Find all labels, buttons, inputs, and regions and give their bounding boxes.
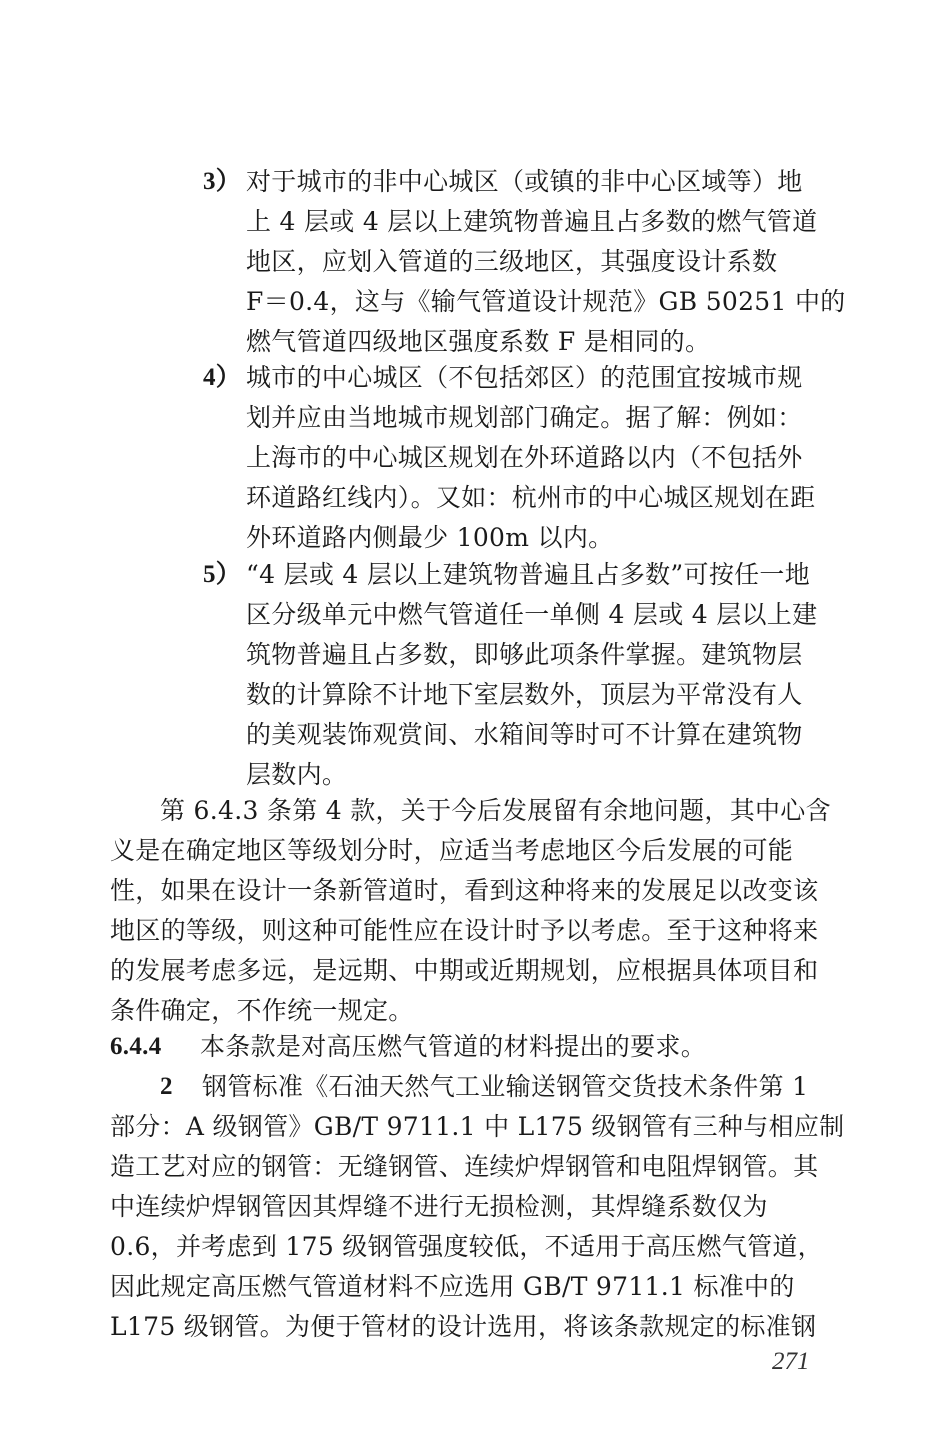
item-text-line: 区分级单元中燃气管道任一单侧 4 层或 4 层以上建 xyxy=(246,600,818,629)
item-text-line: 划并应由当地城市规划部门确定。据了解：例如： xyxy=(246,403,803,432)
paragraph-line: 性，如果在设计一条新管道时，看到这种将来的发展足以改变该 xyxy=(110,876,819,905)
paragraph-line: 第 6.4.3 条第 4 款，关于今后发展留有余地问题，其中心含 xyxy=(160,796,831,825)
item-text-line: “4 层或 4 层以上建筑物普遍且占多数”可按任一地 xyxy=(246,560,811,589)
item-text-line: 上 4 层或 4 层以上建筑物普遍且占多数的燃气管道 xyxy=(246,207,818,236)
item-text-line: 数的计算除不计地下室层数外，顶层为平常没有人 xyxy=(246,680,803,709)
item-label: 5） xyxy=(203,561,242,588)
clause-line: 部分：A 级钢管》GB/T 9711.1 中 L175 级钢管有三种与相应制 xyxy=(110,1112,845,1141)
item-label: 4） xyxy=(203,364,242,391)
item-text-line: 地区，应划入管道的三级地区，其强度设计系数 xyxy=(246,247,778,276)
item-text-line: 对于城市的非中心城区（或镇的非中心区域等）地 xyxy=(246,167,803,196)
paragraph-line: 条件确定，不作统一规定。 xyxy=(110,996,414,1025)
item-label: 3） xyxy=(203,168,242,195)
clause-line: 中连续炉焊钢管因其焊缝不进行无损检测，其焊缝系数仅为 xyxy=(110,1192,768,1221)
clause-line: 因此规定高压燃气管道材料不应选用 GB/T 9711.1 标准中的 xyxy=(110,1272,795,1301)
paragraph-line: 义是在确定地区等级划分时，应适当考虑地区今后发展的可能 xyxy=(110,836,794,865)
paragraph-line: 地区的等级，则这种可能性应在设计时予以考虑。至于这种将来 xyxy=(110,916,819,945)
clause-line: 造工艺对应的钢管：无缝钢管、连续炉焊钢管和电阻焊钢管。其 xyxy=(110,1152,819,1181)
item-text-line: 层数内。 xyxy=(246,760,348,789)
item-text-line: 上海市的中心城区规划在外环道路以内（不包括外 xyxy=(246,443,803,472)
item-text-line: 城市的中心城区（不包括郊区）的范围宜按城市规 xyxy=(246,363,803,392)
clause-line: L175 级钢管。为便于管材的设计选用，将该条款规定的标准钢 xyxy=(110,1312,817,1341)
clause-line: 钢管标准《石油天然气工业输送钢管交货技术条件第 1 xyxy=(202,1072,809,1101)
section-number: 6.4.4 xyxy=(110,1033,162,1060)
item-text-line: 的美观装饰观赏间、水箱间等时可不计算在建筑物 xyxy=(246,720,803,749)
clause-line: 0.6，并考虑到 175 级钢管强度较低，不适用于高压燃气管道， xyxy=(110,1232,823,1261)
item-text-line: 燃气管道四级地区强度系数 F 是相同的。 xyxy=(246,327,711,356)
item-text-line: 外环道路内侧最少 100m 以内。 xyxy=(246,523,614,552)
paragraph-line: 的发展考虑多远，是远期、中期或近期规划，应根据具体项目和 xyxy=(110,956,819,985)
clause-number: 2 xyxy=(160,1073,173,1100)
item-text-line: 环道路红线内）。又如：杭州市的中心城区规划在距 xyxy=(246,483,816,512)
section-title: 本条款是对高压燃气管道的材料提出的要求。 xyxy=(200,1032,707,1061)
page-number: 271 xyxy=(772,1348,810,1375)
item-text-line: 筑物普遍且占多数，即够此项条件掌握。建筑物层 xyxy=(246,640,803,669)
item-text-line: F＝0.4，这与《输气管道设计规范》GB 50251 中的 xyxy=(246,287,846,316)
